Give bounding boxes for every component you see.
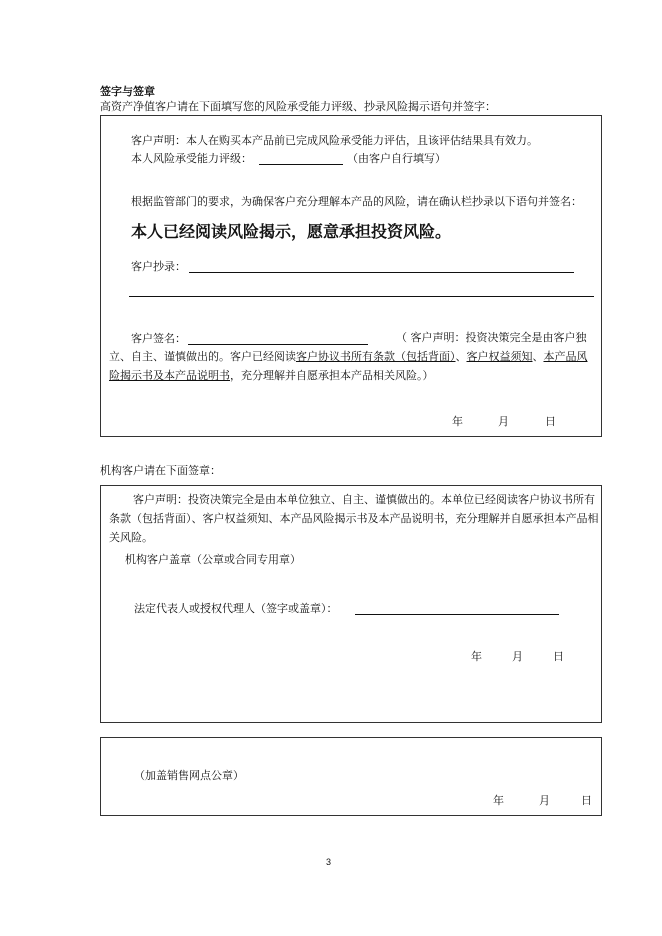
section-title: 签字与签章 [100, 85, 155, 98]
signature-note-rights: 客户权益须知 [466, 350, 533, 363]
legal-rep-label: 法定代表人或授权代理人（签字或盖章）： [134, 602, 338, 615]
institution-client-box [100, 485, 602, 723]
branch-seal-box [100, 737, 602, 816]
signature-note-disclosure: 本产品风险揭示书及本产品说明书 [109, 350, 588, 382]
individual-declaration: 客户声明：本人在购买本产品前已完成风险承受能力评估，且该评估结果具有效力。 [131, 134, 538, 147]
risk-level-input-line[interactable] [259, 164, 343, 165]
risk-statement: 本人已经阅读风险揭示，愿意承担投资风险。 [131, 222, 452, 241]
institution-intro: 机构客户请在下面签章： [100, 464, 221, 477]
signature-note-sep2: 、 [532, 350, 544, 363]
copy-label: 客户抄录： [131, 260, 186, 273]
institution-declaration: 客户声明：投资决策完全是由本单位独立、自主、谨慎做出的。本单位已经阅读客户协议书所有条款（包括背面）、客户权益须知、本产品风险揭示书及本产品说明书，充分理解并自愿承担本产品相关风险。 [109, 493, 599, 544]
signature-label: 客户签名： [131, 332, 186, 345]
signature-note-end: ，充分理解并自愿承担本产品相关风险。） [230, 369, 434, 382]
branch-date-year: 年 [493, 794, 504, 807]
individual-date-day: 日 [545, 415, 556, 428]
page-number: 3 [326, 857, 332, 867]
individual-client-box [100, 115, 602, 437]
section-intro: 高资产净值客户请在下面填写您的风险承受能力评级、抄录风险揭示语句并签字： [100, 100, 496, 113]
individual-date-year: 年 [452, 415, 463, 428]
signature-note-sep1: 、 [455, 350, 467, 363]
branch-seal-label: （加盖销售网点公章） [134, 769, 244, 782]
risk-level-note: （由客户自行填写） [347, 152, 446, 165]
branch-date-day: 日 [581, 794, 592, 807]
institution-date-year: 年 [471, 650, 482, 663]
copy-instruction: 根据监管部门的要求，为确保客户充分理解本产品的风险，请在确认栏抄录以下语句并签名： [131, 195, 582, 208]
copy-input-line-2[interactable] [129, 296, 594, 297]
legal-rep-input-line[interactable] [355, 614, 559, 615]
risk-level-label: 本人风险承受能力评级： [131, 152, 252, 165]
signature-note-agreement: 客户协议书所有条款（包括背面） [296, 350, 456, 363]
institution-date-day: 日 [553, 650, 564, 663]
individual-date-month: 月 [498, 415, 509, 428]
signature-note [109, 328, 597, 385]
signature-note-part1: （ 客户声明：投资决策完全是由客户独立、自主、谨慎做出的。客户已经阅读 [109, 331, 587, 363]
branch-date-month: 月 [539, 794, 550, 807]
copy-input-line-1[interactable] [189, 272, 574, 273]
institution-seal-label: 机构客户盖章（公章或合同专用章） [125, 553, 301, 566]
institution-date-month: 月 [512, 650, 523, 663]
